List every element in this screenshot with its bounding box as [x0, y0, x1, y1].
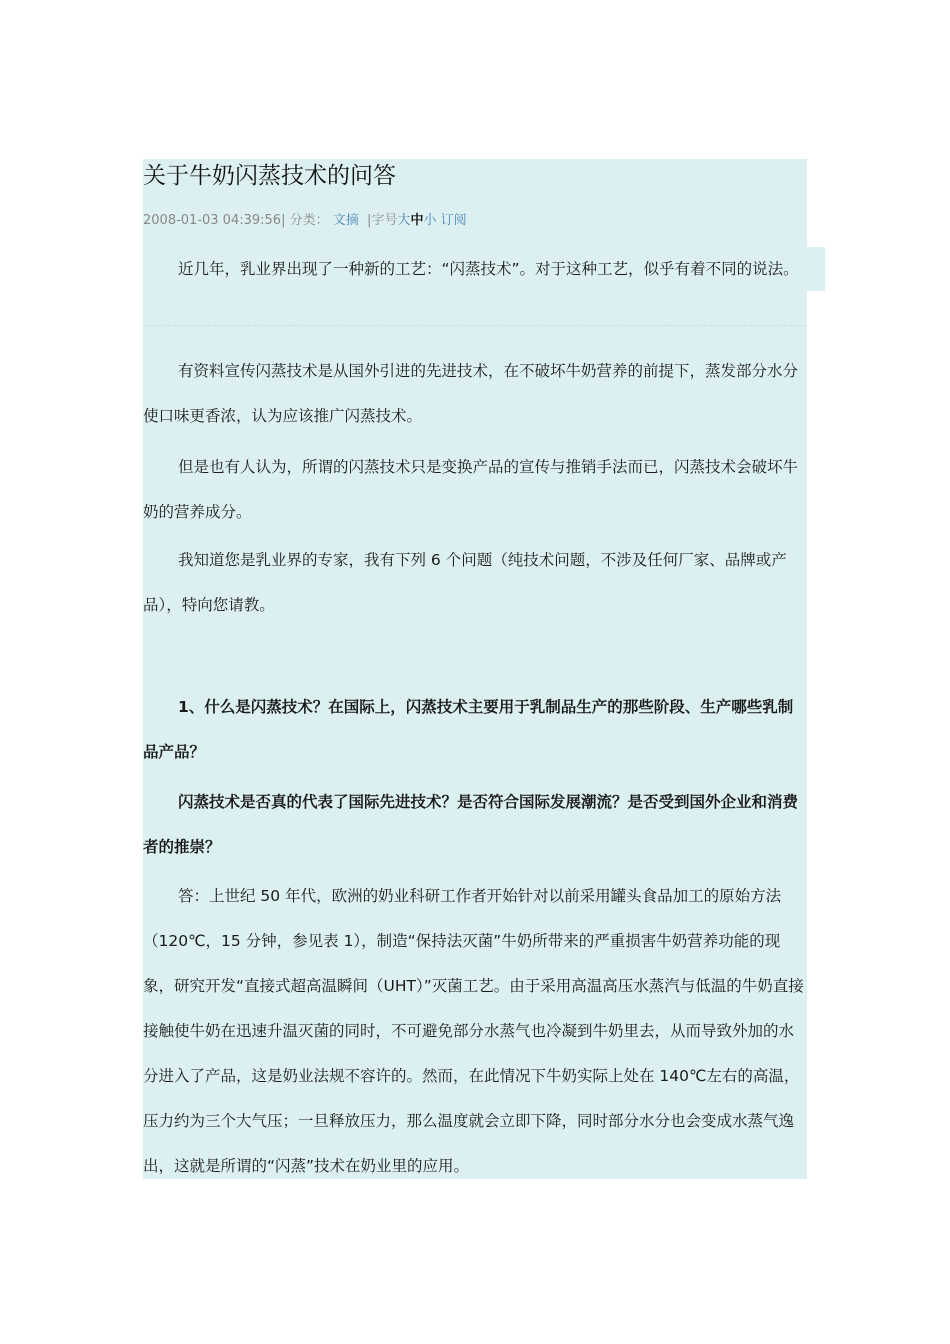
category-label: 分类：: [289, 213, 329, 228]
meta-separator: |: [281, 213, 286, 228]
subscribe-link[interactable]: 订阅: [440, 213, 467, 228]
intro-paragraph: 近几年，乳业界出现了一种新的工艺：“闪蒸技术”。对于这种工艺，似乎有着不同的说法。: [143, 247, 825, 291]
body-paragraph: 但是也有人认为，所谓的闪蒸技术只是变换产品的宣传与推销手法而已，闪蒸技术会破坏牛奶的营养成分。: [143, 458, 799, 521]
category-link[interactable]: 文摘: [332, 213, 359, 228]
font-size-label: 字号: [371, 213, 398, 228]
answer-paragraph: 答：上世纪 50 年代，欧洲的奶业科研工作者开始针对以前采用罐头食品加工的原始方法（120℃，15 分钟，参见表 1），制造“保持法灭菌”牛奶所带来的严重损害牛奶营养功能的现象，研究开发“直接式超高温瞬间（UHT）”灭菌工艺。由于采用高温高压水蒸汽与低温的牛奶直接接触使牛奶在迅速升温灭菌的同时，不可避免部分水蒸气也冷凝到牛奶里去，从而导致外加的水分进入了产品，这是奶业法规不容许的。然而，在此情况下牛奶实际上处在 140℃左右的高温，压力约为三个大气压；一旦释放压力，那么温度就会立即下降，同时部分水分也会变成水蒸气逸出，这就是所谓的“闪蒸”技术在奶业里的应用。: [143, 887, 804, 1175]
question-paragraph: 1、什么是闪蒸技术？在国际上，闪蒸技术主要用于乳制品生产的那些阶段、生产哪些乳制品产品？: [143, 698, 794, 761]
body-paragraph: 有资料宣传闪蒸技术是从国外引进的先进技术，在不破坏牛奶营养的前提下，蒸发部分水分使口味更香浓，认为应该推广闪蒸技术。: [143, 362, 799, 425]
font-size-medium-current: 中: [410, 213, 424, 228]
article-title: 关于牛奶闪蒸技术的问答: [143, 163, 396, 189]
post-datetime: 2008-01-03 04:39:56: [143, 213, 282, 228]
article-meta: [143, 211, 807, 231]
font-size-small-link[interactable]: 小: [423, 213, 437, 228]
font-size-large-link[interactable]: 大: [397, 213, 411, 228]
section-divider: [143, 325, 807, 326]
question-paragraph: 闪蒸技术是否真的代表了国际先进技术？是否符合国际发展潮流？是否受到国外企业和消费者的推崇？: [143, 793, 799, 856]
meta-separator: |: [367, 213, 372, 228]
body-paragraph: 我知道您是乳业界的专家，我有下列 6 个问题（纯技术问题，不涉及任何厂家、品牌或产品），特向您请教。: [143, 551, 787, 614]
article-panel: [143, 159, 807, 1179]
